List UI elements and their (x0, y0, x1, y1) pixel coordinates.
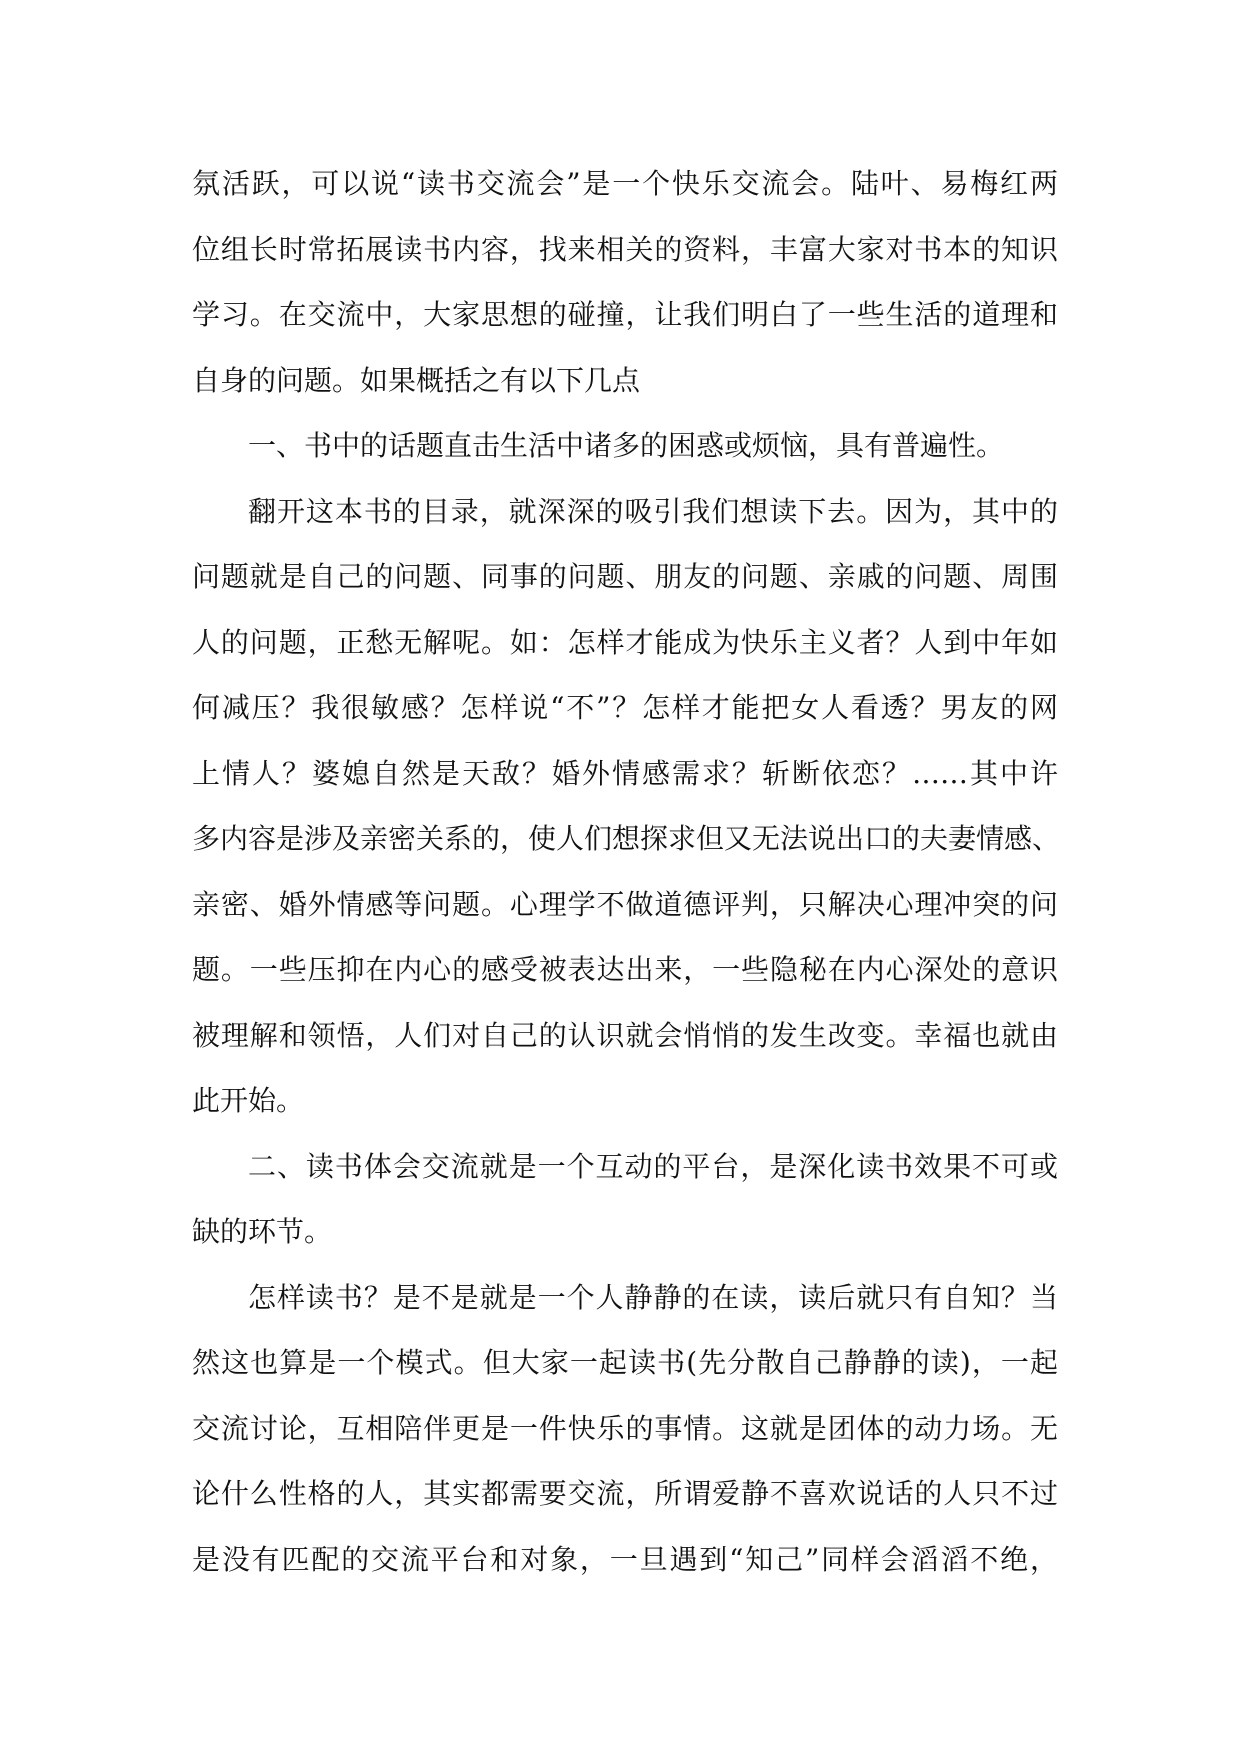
text-line: 位组长时常拓展读书内容，找来相关的资料，丰富大家对书本的知识 (192, 232, 1058, 266)
section-heading-1 (192, 413, 1058, 479)
text-line: 此开始。 (192, 1084, 305, 1117)
text-line: 然这也算是一个模式。但大家一起读书(先分散自己静静的读)，一起 (192, 1346, 1058, 1379)
text-line: 何减压？我很敏感？怎样说“不”？怎样才能把女人看透？男友的网 (192, 691, 1058, 724)
text-line: 缺的环节。 (192, 1215, 333, 1248)
text-line: 论什么性格的人，其实都需要交流，所谓爱静不喜欢说话的人只不过 (192, 1477, 1058, 1510)
text-line: 是没有匹配的交流平台和对象，一旦遇到“知己”同样会滔滔不绝， (192, 1542, 1058, 1576)
text-line: 学习。在交流中，大家思想的碰撞，让我们明白了一些生活的道理和 (192, 298, 1058, 331)
text-line: 多内容是涉及亲密关系的，使人们想探求但又无法说出口的夫妻情感、 (192, 822, 1061, 855)
text-line: 上情人？婆媳自然是天敌？婚外情感需求？斩断依恋？……其中许 (192, 756, 1058, 790)
paragraph (192, 479, 1061, 1134)
document-body (192, 151, 1061, 1592)
text-line: 翻开这本书的目录，就深深的吸引我们想读下去。因为，其中的 (248, 494, 1058, 528)
paragraph (192, 1265, 1058, 1593)
paragraph-continued (192, 151, 1058, 413)
text-line: 氛活跃，可以说“读书交流会”是一个快乐交流会。陆叶、易梅红两 (192, 167, 1058, 200)
text-line: 被理解和领悟，人们对自己的认识就会悄悄的发生改变。幸福也就由 (192, 1018, 1058, 1052)
text-line: 一、书中的话题直击生活中诸多的困惑或烦恼，具有普遍性。 (248, 429, 1005, 462)
text-line: 人的问题，正愁无解呢。如：怎样才能成为快乐主义者？人到中年如 (192, 625, 1058, 659)
text-line: 亲密、婚外情感等问题。心理学不做道德评判，只解决心理冲突的问 (192, 887, 1058, 921)
section-heading-2 (192, 1134, 1058, 1265)
text-line: 交流讨论，互相陪伴更是一件快乐的事情。这就是团体的动力场。无 (192, 1411, 1058, 1445)
text-line: 自身的问题。如果概括之有以下几点 (192, 363, 641, 397)
text-line: 怎样读书？是不是就是一个人静静的在读，读后就只有自知？当 (248, 1280, 1058, 1314)
text-line: 题。一些压抑在内心的感受被表达出来，一些隐秘在内心深处的意识 (192, 953, 1058, 986)
text-line: 问题就是自己的问题、同事的问题、朋友的问题、亲戚的问题、周围 (192, 560, 1058, 593)
text-line: 二、读书体会交流就是一个互动的平台，是深化读书效果不可或 (248, 1149, 1058, 1183)
